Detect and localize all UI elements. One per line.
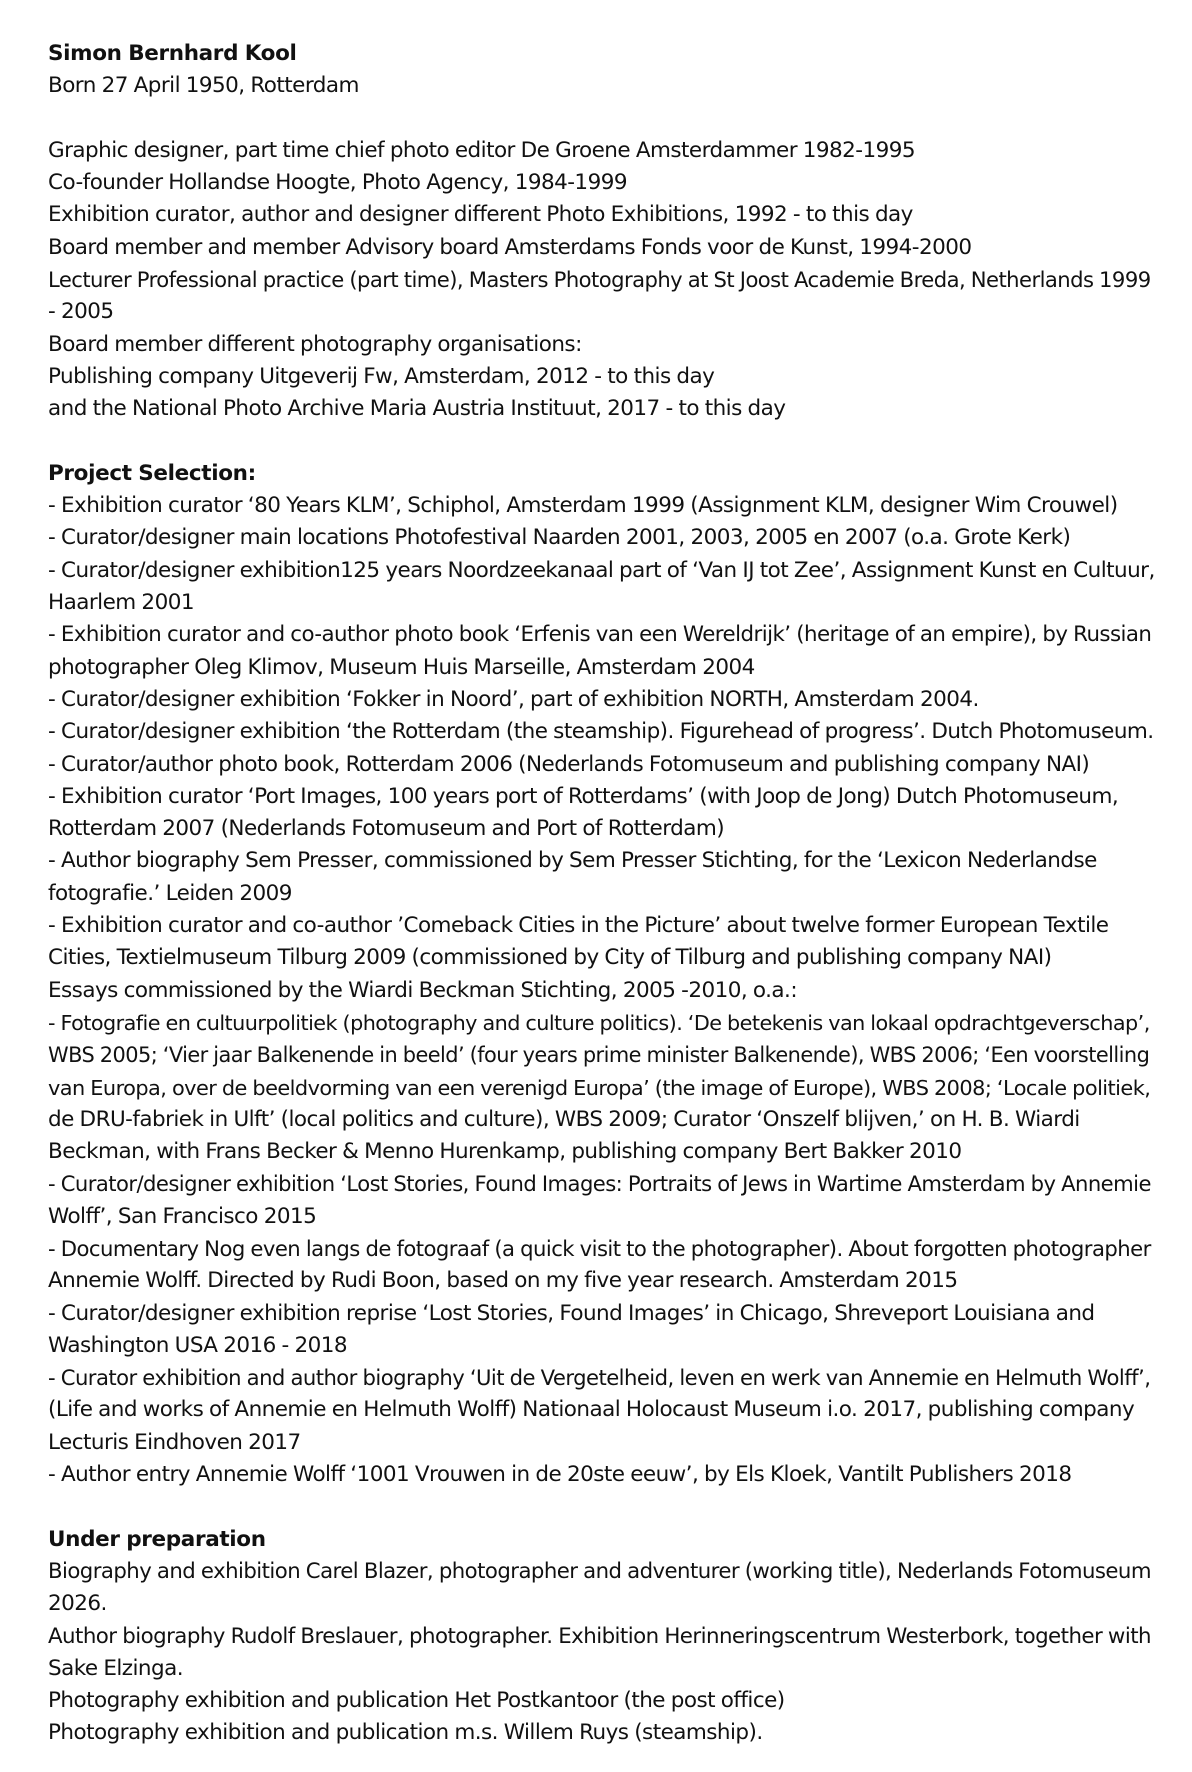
project-line: (Life and works of Annemie en Helmuth Wolff) Nationaal Holocaust Museum i.o. 2017, publishing company: [48, 1397, 1135, 1423]
project-line: Beckman, with Frans Becker & Menno Hurenkamp, publishing company Bert Bakker 2010: [48, 1139, 962, 1165]
career-section: [48, 135, 1158, 426]
career-line: and the National Photo Archive Maria Austria Instituut, 2017 - to this day: [48, 396, 786, 422]
project-line: van Europa, over de beeldvorming van een verenigd Europa’ (the image of Europe), WBS 2008; ‘Locale politiek,: [48, 1075, 1151, 1100]
career-line: Board member and member Advisory board Amsterdams Fonds voor de Kunst, 1994-2000: [48, 234, 972, 260]
project-line: Washington USA 2016 - 2018: [48, 1332, 348, 1358]
career-line: Co-founder Hollandse Hoogte, Photo Agency, 1984-1999: [48, 170, 627, 196]
preparation-line: Biography and exhibition Carel Blazer, photographer and adventurer (working title), Nederlands Fotomuseum: [48, 1558, 1151, 1584]
career-line: Board member different photography organisations:: [48, 331, 582, 357]
project-line: - Exhibition curator and co-author ’Comeback Cities in the Picture’ about twelve former European Textile: [48, 913, 1109, 939]
project-selection-heading: Project Selection:: [48, 460, 256, 486]
preparation-line: 2026.: [48, 1591, 107, 1617]
project-line: - Fotografie en cultuurpolitiek (photography and culture politics). ‘De betekenis van lokaal opdrachtgeverschap’,: [48, 1010, 1150, 1035]
spacer: [48, 426, 1158, 458]
project-line: - Curator/designer exhibition reprise ‘Lost Stories, Found Images’ in Chicago, Shreveport Louisiana and: [48, 1300, 1095, 1326]
preparation-line: Photography exhibition and publication m.s. Willem Ruys (steamship).: [48, 1720, 763, 1746]
career-line: Graphic designer, part time chief photo editor De Groene Amsterdammer 1982-1995: [48, 137, 916, 163]
project-line: Essays commissioned by the Wiardi Beckman Stichting, 2005 -2010, o.a.:: [48, 977, 798, 1003]
project-line: - Curator/designer exhibition ‘Lost Stories, Found Images: Portraits of Jews in Wartime Amsterdam by Annemie: [48, 1171, 1151, 1197]
project-line: Rotterdam 2007 (Nederlands Fotomuseum and Port of Rotterdam): [48, 816, 725, 842]
birth-line: Born 27 April 1950, Rotterdam: [48, 73, 359, 99]
project-line: WBS 2005; ‘Vier jaar Balkenende in beeld’ (four years prime minister Balkenende), WBS 2006; ‘Een voorstelling: [48, 1043, 1150, 1068]
preparation-line: Sake Elzinga.: [48, 1655, 184, 1681]
project-line: Wolff’, San Francisco 2015: [48, 1203, 317, 1229]
spacer: [48, 103, 1158, 135]
project-line: - Exhibition curator ‘80 Years KLM’, Schiphol, Amsterdam 1999 (Assignment KLM, designer Wim Crouwel): [48, 493, 1118, 519]
project-line: - Exhibition curator ‘Port Images, 100 years port of Rotterdams’ (with Joop de Jong) Dutch Photomuseum,: [48, 783, 1119, 809]
project-line: - Curator/designer exhibition ‘Fokker in Noord’, part of exhibition NORTH, Amsterdam 2004.: [48, 686, 979, 712]
project-line: - Documentary Nog even langs de fotograaf (a quick visit to the photographer). About forgotten photographer: [48, 1235, 1151, 1261]
cv-document: [48, 38, 1158, 1750]
under-preparation-heading: Under preparation: [48, 1526, 266, 1552]
project-line: de DRU-fabriek in Ulft’ (local politics and culture), WBS 2009; Curator ‘Onszelf blijven,’ on H. B. Wiardi: [48, 1106, 1080, 1132]
under-preparation-section: [48, 1524, 1158, 1750]
project-selection-section: [48, 458, 1158, 1492]
project-line: - Author entry Annemie Wolff ‘1001 Vrouwen in de 20ste eeuw’, by Els Kloek, Vantilt Publishers 2018: [48, 1462, 1072, 1488]
project-line: Haarlem 2001: [48, 590, 194, 616]
preparation-line: Author biography Rudolf Breslauer, photographer. Exhibition Herinneringscentrum Westerbork, together with: [48, 1623, 1151, 1649]
project-line: - Author biography Sem Presser, commissioned by Sem Presser Stichting, for the ‘Lexicon Nederlandse: [48, 848, 1097, 874]
project-line: - Curator exhibition and author biography ‘Uit de Vergetelheid, leven en werk van Annemie en Helmuth Wolff’,: [48, 1365, 1151, 1391]
career-line: - 2005: [48, 299, 114, 325]
project-line: - Curator/designer exhibition125 years Noordzeekanaal part of ‘Van IJ tot Zee’, Assignment Kunst en Cultuur,: [48, 557, 1155, 583]
project-line: - Curator/designer exhibition ‘the Rotterdam (the steamship). Figurehead of progress’. Dutch Photomuseum.: [48, 719, 1154, 745]
person-name: Simon Bernhard Kool: [48, 41, 297, 66]
project-line: - Curator/designer main locations Photofestival Naarden 2001, 2003, 2005 en 2007 (o.a. Grote Kerk): [48, 525, 1071, 551]
career-line: Exhibition curator, author and designer different Photo Exhibitions, 1992 - to this day: [48, 202, 913, 228]
preparation-line: Photography exhibition and publication Het Postkantoor (the post office): [48, 1688, 785, 1714]
project-line: - Exhibition curator and co-author photo book ‘Erfenis van een Wereldrijk’ (heritage of an empire), by Russian: [48, 622, 1152, 648]
spacer: [48, 1491, 1158, 1523]
project-line: Lecturis Eindhoven 2017: [48, 1429, 301, 1455]
project-line: photographer Oleg Klimov, Museum Huis Marseille, Amsterdam 2004: [48, 654, 755, 680]
project-line: Cities, Textielmuseum Tilburg 2009 (commissioned by City of Tilburg and publishing company NAI): [48, 945, 1052, 971]
project-line: fotografie.’ Leiden 2009: [48, 880, 292, 906]
career-line: Lecturer Professional practice (part time), Masters Photography at St Joost Academie Breda, Netherlands 1999: [48, 267, 1151, 293]
career-line: Publishing company Uitgeverij Fw, Amsterdam, 2012 - to this day: [48, 363, 715, 389]
project-line: - Curator/author photo book, Rotterdam 2006 (Nederlands Fotomuseum and publishing company NAI): [48, 751, 1090, 777]
project-line: Annemie Wolff. Directed by Rudi Boon, based on my five year research. Amsterdam 2015: [48, 1268, 958, 1294]
